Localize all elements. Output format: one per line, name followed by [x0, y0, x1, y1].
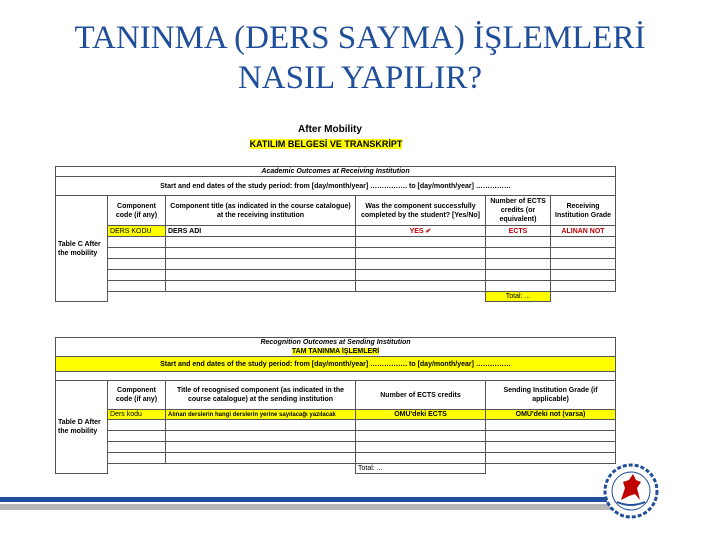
table-d-header-grade: Sending Institution Grade (if applicable): [486, 381, 616, 410]
table-d-example-title: Alınan derslerin hangi derslerin yerine sayılacağı yazılacak: [166, 410, 356, 420]
table-c-row: [56, 259, 616, 270]
footer-blue-bar: [0, 497, 615, 502]
table-c-example-completed: YES ✔: [356, 226, 486, 237]
table-d-example-code: Ders kodu: [108, 410, 166, 420]
table-c-example-title: DERS ADI: [166, 226, 356, 237]
table-c-row: [56, 270, 616, 281]
table-c-header-grade: Receiving Institution Grade: [551, 196, 616, 226]
page-title: [0, 18, 720, 98]
table-c-heading: Academic Outcomes at Receiving Institution: [56, 167, 616, 177]
table-d-header-title: Title of recognised component (as indicated in the course catalogue) at the sending institution: [166, 381, 356, 410]
after-mobility-subtitle: [246, 139, 406, 149]
after-mobility-label: After Mobility: [298, 124, 362, 135]
university-seal-icon: [603, 458, 659, 524]
table-d: [55, 337, 616, 474]
table-c-header-completed: Was the component successfully completed by the student? [Yes/No]: [356, 196, 486, 226]
table-c-row-label: Table C After the mobility: [56, 196, 108, 302]
table-c-header-title: Component title (as indicated in the course catalogue) at the receiving institution: [166, 196, 356, 226]
table-c-total: Total: ...: [486, 292, 551, 302]
page-title-line1: TANINMA (DERS SAYMA) İŞLEMLERİ: [74, 20, 646, 56]
table-d-row: [56, 431, 616, 442]
table-c-row: [56, 237, 616, 248]
page-title-line2: NASIL YAPILIR?: [237, 60, 483, 96]
table-c-row: [56, 281, 616, 292]
table-c-row: [56, 248, 616, 259]
table-c: [55, 166, 616, 302]
after-mobility-subtitle-text: KATILIM BELGESİ VE TRANSKRİPT: [249, 139, 403, 149]
table-d-total: Total: ...: [356, 464, 486, 474]
table-d-example-grade: OMÜ'deki not (varsa): [486, 410, 616, 420]
table-d-example-ects: OMÜ'deki ECTS: [356, 410, 486, 420]
table-c-header-code: Component code (if any): [108, 196, 166, 226]
table-c-example-ects: ECTS: [486, 226, 551, 237]
table-d-row-label: Table D After the mobility: [56, 381, 108, 474]
table-c-header-ects: Number of ECTS credits (or equivalent): [486, 196, 551, 226]
table-d-row: [56, 453, 616, 464]
table-d-subheading-cell: [56, 347, 616, 357]
table-d-period: Start and end dates of the study period: from [day/month/year] ……………. to [day/month/year] ……………: [56, 357, 616, 372]
table-d-subheading: TAM TANINMA İŞLEMLERİ: [291, 348, 380, 355]
footer-gray-bar: [0, 504, 615, 510]
table-d-header-code: Component code (if any): [108, 381, 166, 410]
table-c-period: Start and end dates of the study period: from [day/month/year] ……………. to [day/month/year] ……………: [56, 177, 616, 196]
table-d-row: [56, 442, 616, 453]
table-c-example-grade: ALINAN NOT: [551, 226, 616, 237]
table-d-header-ects: Number of ECTS credits: [356, 381, 486, 410]
table-d-heading: Recognition Outcomes at Sending Institution: [56, 338, 616, 348]
table-c-example-code: DERS KODU: [108, 226, 166, 237]
table-d-row: [56, 420, 616, 431]
